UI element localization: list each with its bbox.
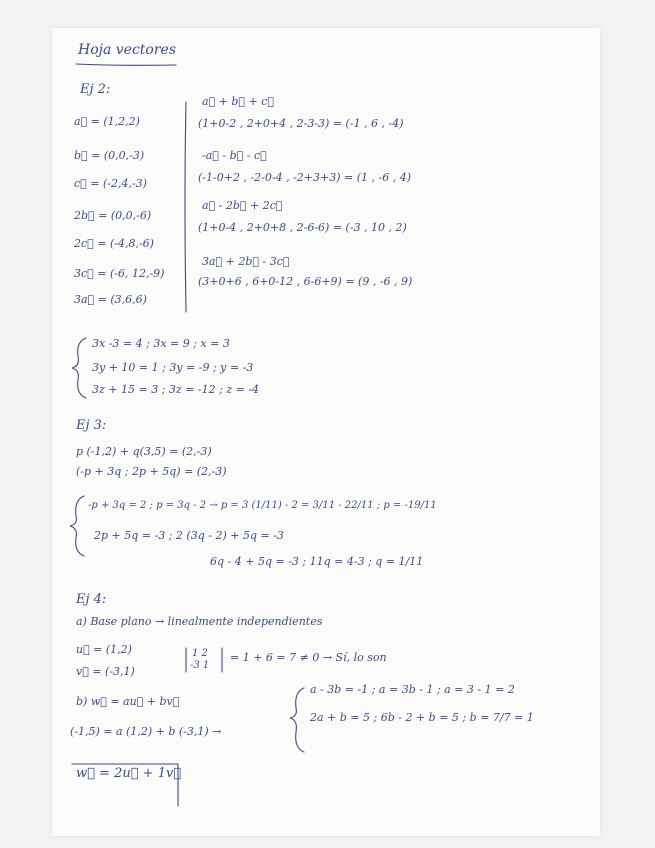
ej3-line: (-p + 3q ; 2p + 5q) = (2,-3) (76, 465, 227, 478)
ej4-system-brace (290, 688, 304, 752)
ej4-part-b-equation: (-1,5) = a (1,2) + b (-3,1) → (70, 725, 222, 738)
ej2-left-line: 3c⃗ = (-6, 12,-9) (74, 267, 165, 280)
title-underline (76, 64, 176, 65)
ej4-system-line: 2a + b = 5 ; 6b - 2 + b = 5 ; b = 7/7 = 1 (310, 711, 534, 724)
ej3-system-brace (70, 496, 84, 556)
ej3-system-line: 2p + 5q = -3 ; 2 (3q - 2) + 5q = -3 (94, 529, 284, 542)
ej2-left-line: c⃗ = (-2,4,-3) (74, 177, 147, 190)
ej2-left-line: 2c⃗ = (-4,8,-6) (74, 237, 154, 250)
ej2-left-line: a⃗ = (1,2,2) (74, 115, 140, 128)
ej2-separator (185, 102, 186, 312)
ej3-system-line: -p + 3q = 2 ; p = 3q - 2 → p = 3 (1/11) - 2 = 3/11 - 22/11 ; p = -19/11 (88, 500, 437, 511)
ej4-result: w⃗ = 2u⃗ + 1v⃗ (76, 766, 182, 781)
ej2-right-line: -a⃗ - b⃗ - c⃗ (202, 149, 267, 162)
ej4-heading: Ej 4: (76, 592, 107, 607)
ej4-system-line: a - 3b = -1 ; a = 3b - 1 ; a = 3 - 1 = 2 (310, 683, 515, 696)
ej4-part-b-label: b) w⃗ = au⃗ + bv⃗ (76, 695, 180, 708)
ej2-left-line: b⃗ = (0,0,-3) (74, 149, 145, 162)
ej3-heading: Ej 3: (76, 418, 107, 433)
ej2-heading: Ej 2: (80, 82, 111, 97)
ej2-left-line: 2b⃗ = (0,0,-6) (74, 209, 152, 222)
ej4-part-a-label: a) Base plano → linealmente independientes (76, 615, 323, 628)
ej2-left-line: 3a⃗ = (3,6,6) (74, 293, 147, 306)
ej2-system-line: 3x -3 = 4 ; 3x = 9 ; x = 3 (92, 337, 230, 350)
ej2-right-line: a⃗ - 2b⃗ + 2c⃗ (202, 199, 283, 212)
ej2-right-line: (1+0-2 , 2+0+4 , 2-3-3) = (-1 , 6 , -4) (198, 117, 404, 130)
ej2-system-line: 3y + 10 = 1 ; 3y = -9 ; y = -3 (92, 361, 254, 374)
ej4-vector-u: u⃗ = (1,2) (76, 643, 132, 656)
ej2-right-line: 3a⃗ + 2b⃗ - 3c⃗ (202, 255, 290, 268)
ej4-vector-v: v⃗ = (-3,1) (76, 665, 135, 678)
page-title: Hoja vectores (78, 42, 177, 58)
ej2-right-line: (3+0+6 , 6+0-12 , 6-6+9) = (9 , -6 , 9) (198, 275, 413, 288)
ej4-det-row: 1 2 (192, 648, 208, 659)
ej3-line: p (-1,2) + q(3,5) = (2,-3) (76, 445, 212, 458)
ej2-system-line: 3z + 15 = 3 ; 3z = -12 ; z = -4 (92, 383, 260, 396)
ej4-det-result: = 1 + 6 = 7 ≠ 0 → Sí, lo son (230, 651, 387, 664)
ej2-right-line: (-1-0+2 , -2-0-4 , -2+3+3) = (1 , -6 , 4) (198, 171, 411, 184)
ej2-right-line: (1+0-4 , 2+0+8 , 2-6-6) = (-3 , 10 , 2) (198, 221, 407, 234)
ej2-system-brace (72, 338, 86, 398)
ej2-right-line: a⃗ + b⃗ + c⃗ (202, 95, 274, 108)
ej4-det-row: -3 1 (190, 660, 210, 671)
ej3-system-line: 6q - 4 + 5q = -3 ; 11q = 4-3 ; q = 1/11 (210, 555, 424, 568)
